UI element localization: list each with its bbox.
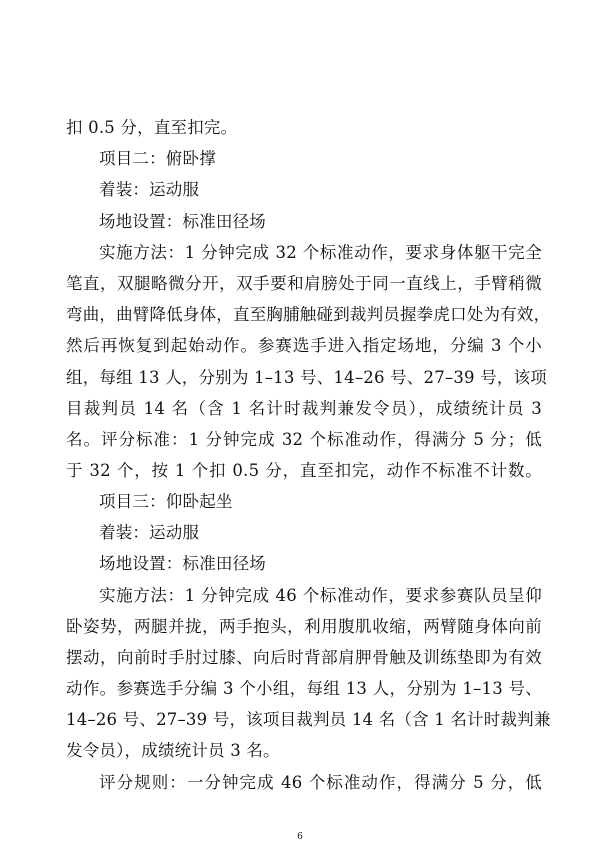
paragraph-line: 卧姿势，两腿并拢，两手抱头，利用腹肌收缩，两臂随身体向前 — [66, 617, 542, 636]
paragraph-line: 然后再恢复到起始动作。参赛选手进入指定场地，分编 3 个小 — [66, 336, 542, 355]
paragraph-line: 笔直，双腿略微分开，双手要和肩膀处于同一直线上，手臂稍微 — [66, 274, 542, 293]
paragraph-line: 组，每组 13 人，分别为 1–13 号、14–26 号、27–39 号，该项 — [66, 368, 547, 387]
section-heading-pushup: 项目二：俯卧撑 — [99, 149, 216, 168]
paragraph-line: 着装：运动服 — [99, 523, 200, 542]
page-number: 6 — [297, 832, 303, 842]
paragraph-line: 实施方法：1 分钟完成 46 个标准动作，要求参赛队员呈仰 — [99, 586, 542, 605]
paragraph-line: 评分规则：一分钟完成 46 个标准动作，得满分 5 分，低 — [99, 773, 542, 792]
paragraph-line: 场地设置：标准田径场 — [99, 212, 266, 231]
paragraph-line: 着装：运动服 — [99, 180, 200, 199]
paragraph-line: 实施方法：1 分钟完成 32 个标准动作，要求身体躯干完全 — [99, 243, 542, 262]
paragraph-line: 扣 0.5 分，直至扣完。 — [66, 118, 238, 137]
paragraph-line: 14–26 号、27–39 号，该项目裁判员 14 名（含 1 名计时裁判兼 — [66, 710, 551, 729]
paragraph-line: 动作。参赛选手分编 3 个小组，每组 13 人，分别为 1–13 号、 — [66, 679, 542, 698]
paragraph-line: 目裁判员 14 名（含 1 名计时裁判兼发令员），成绩统计员 3 — [66, 399, 542, 418]
paragraph-line: 于 32 个，按 1 个扣 0.5 分，直至扣完，动作不标准不计数。 — [66, 461, 542, 480]
paragraph-line: 名。评分标准：1 分钟完成 32 个标准动作，得满分 5 分；低 — [66, 430, 542, 449]
paragraph-line: 发令员），成绩统计员 3 名。 — [66, 741, 280, 760]
paragraph-line: 场地设置：标准田径场 — [99, 554, 266, 573]
paragraph-line: 摆动，向前时手肘过膝、向后时背部肩胛骨触及训练垫即为有效 — [66, 648, 542, 667]
section-heading-situp: 项目三：仰卧起坐 — [99, 492, 233, 511]
paragraph-line: 弯曲，曲臂降低身体，直至胸脯触碰到裁判员握拳虎口处为有效， — [66, 305, 551, 324]
